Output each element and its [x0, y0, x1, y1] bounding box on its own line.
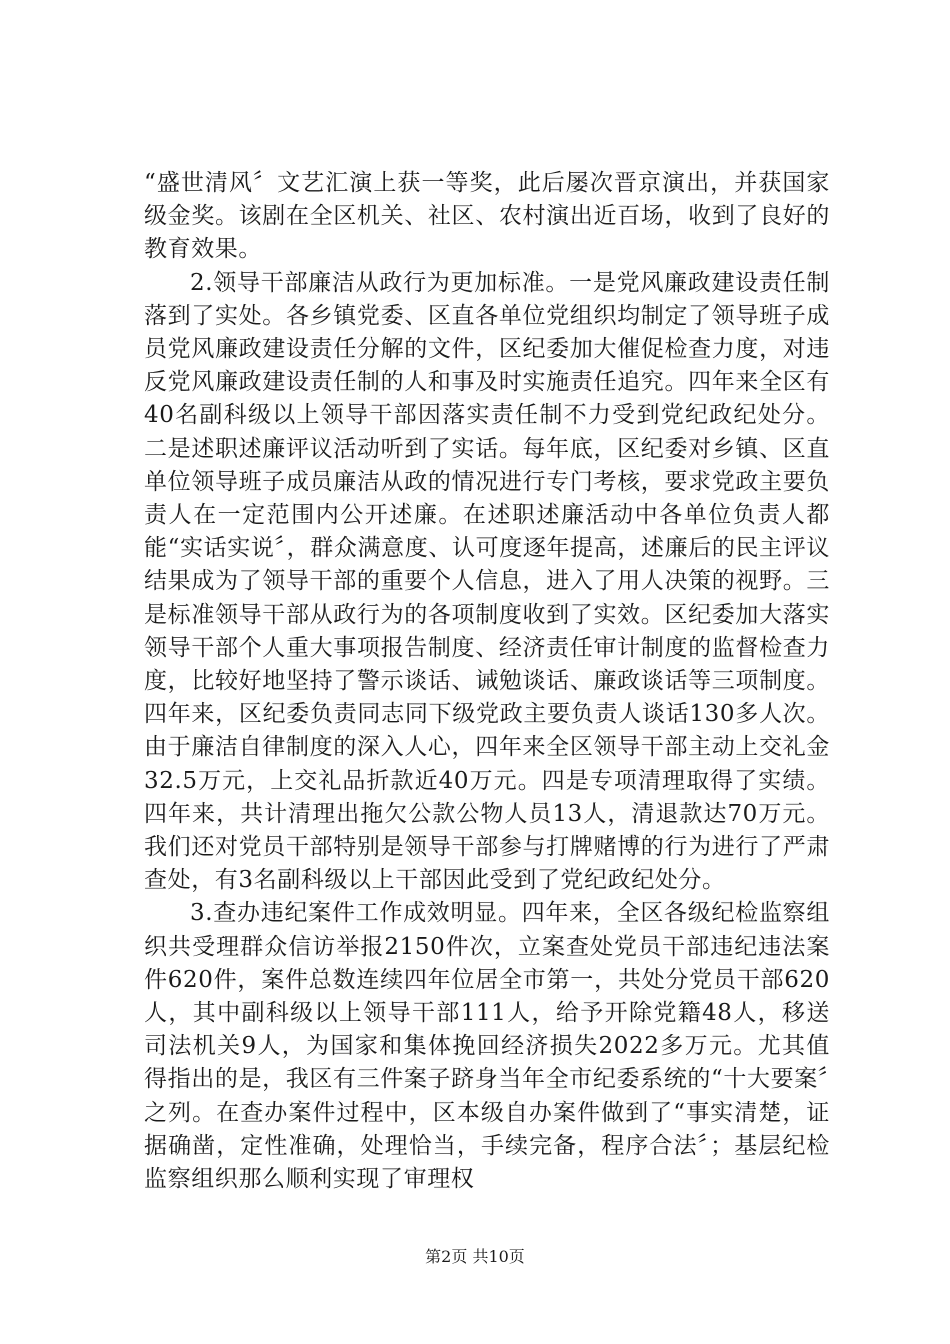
paragraph-section-3: 3.查办违纪案件工作成效明显。四年来，全区各级纪检监察组织共受理群众信访举报2150件次，立案查处党员干部违纪违法案件620件，案件总数连续四年位居全市第一，共处分党员干部620人，其中副科级以上领导干部111人，给予开除党籍48人，移送司法机关9人，为国家和集体挽回经济损失2022多万元。尤其值得指出的是，我区有三件案子跻身当年全市纪委系统的“十大要案〞之列。在查办案件过程中，区本级自办案件做到了“事实清楚，证据确凿，定性准确，处理恰当，手续完备，程序合法〞；基层纪检监察组织那么顺利实现了审理权	[144, 900, 830, 1193]
paragraph-section-2: 2.领导干部廉洁从政行为更加标准。一是党风廉政建设责任制落到了实处。各乡镇党委、区直各单位党组织均制定了领导班子成员党风廉政建设责任分解的文件，区纪委加大催促检查力度，对违反党风廉政建设责任制的人和事及时实施责任追究。四年来全区有40名副科级以上领导干部因落实责任制不力受到党纪政纪处分。二是述职述廉评议活动听到了实话。每年底，区纪委对乡镇、区直单位领导班子成员廉洁从政的情况进行专门考核，要求党政主要负责人在一定范围内公开述廉。在述职述廉活动中各单位负责人都能“实话实说〞，群众满意度、认可度逐年提高，述廉后的民主评议结果成为了领导干部的重要个人信息，进入了用人决策的视野。三是标准领导干部从政行为的各项制度收到了实效。区纪委加大落实领导干部个人重大事项报告制度、经济责任审计制度的监督检查力度，比较好地坚持了警示谈话、诫勉谈话、廉政谈话等三项制度。四年来，区纪委负责同志同下级党政主要负责人谈话130多人次。由于廉洁自律制度的深入人心，四年来全区领导干部主动上交礼金32.5万元，上交礼品折款近40万元。四是专项清理取得了实绩。四年来，共计清理出拖欠公款公物人员13人，清退款达70万元。我们还对党员干部特别是领导干部参与打牌赌博的行为进行了严肃查处，有3名副科级以上干部因此受到了党纪政纪处分。	[144, 269, 830, 894]
page-number-footer: 第2页 共10页	[425, 1247, 525, 1266]
document-body	[144, 167, 830, 1196]
paragraph-continued: “盛世清风〞文艺汇演上获一等奖，此后屡次晋京演出，并获国家级金奖。该剧在全区机关、社区、农村演出近百场，收到了良好的教育效果。	[144, 170, 830, 263]
